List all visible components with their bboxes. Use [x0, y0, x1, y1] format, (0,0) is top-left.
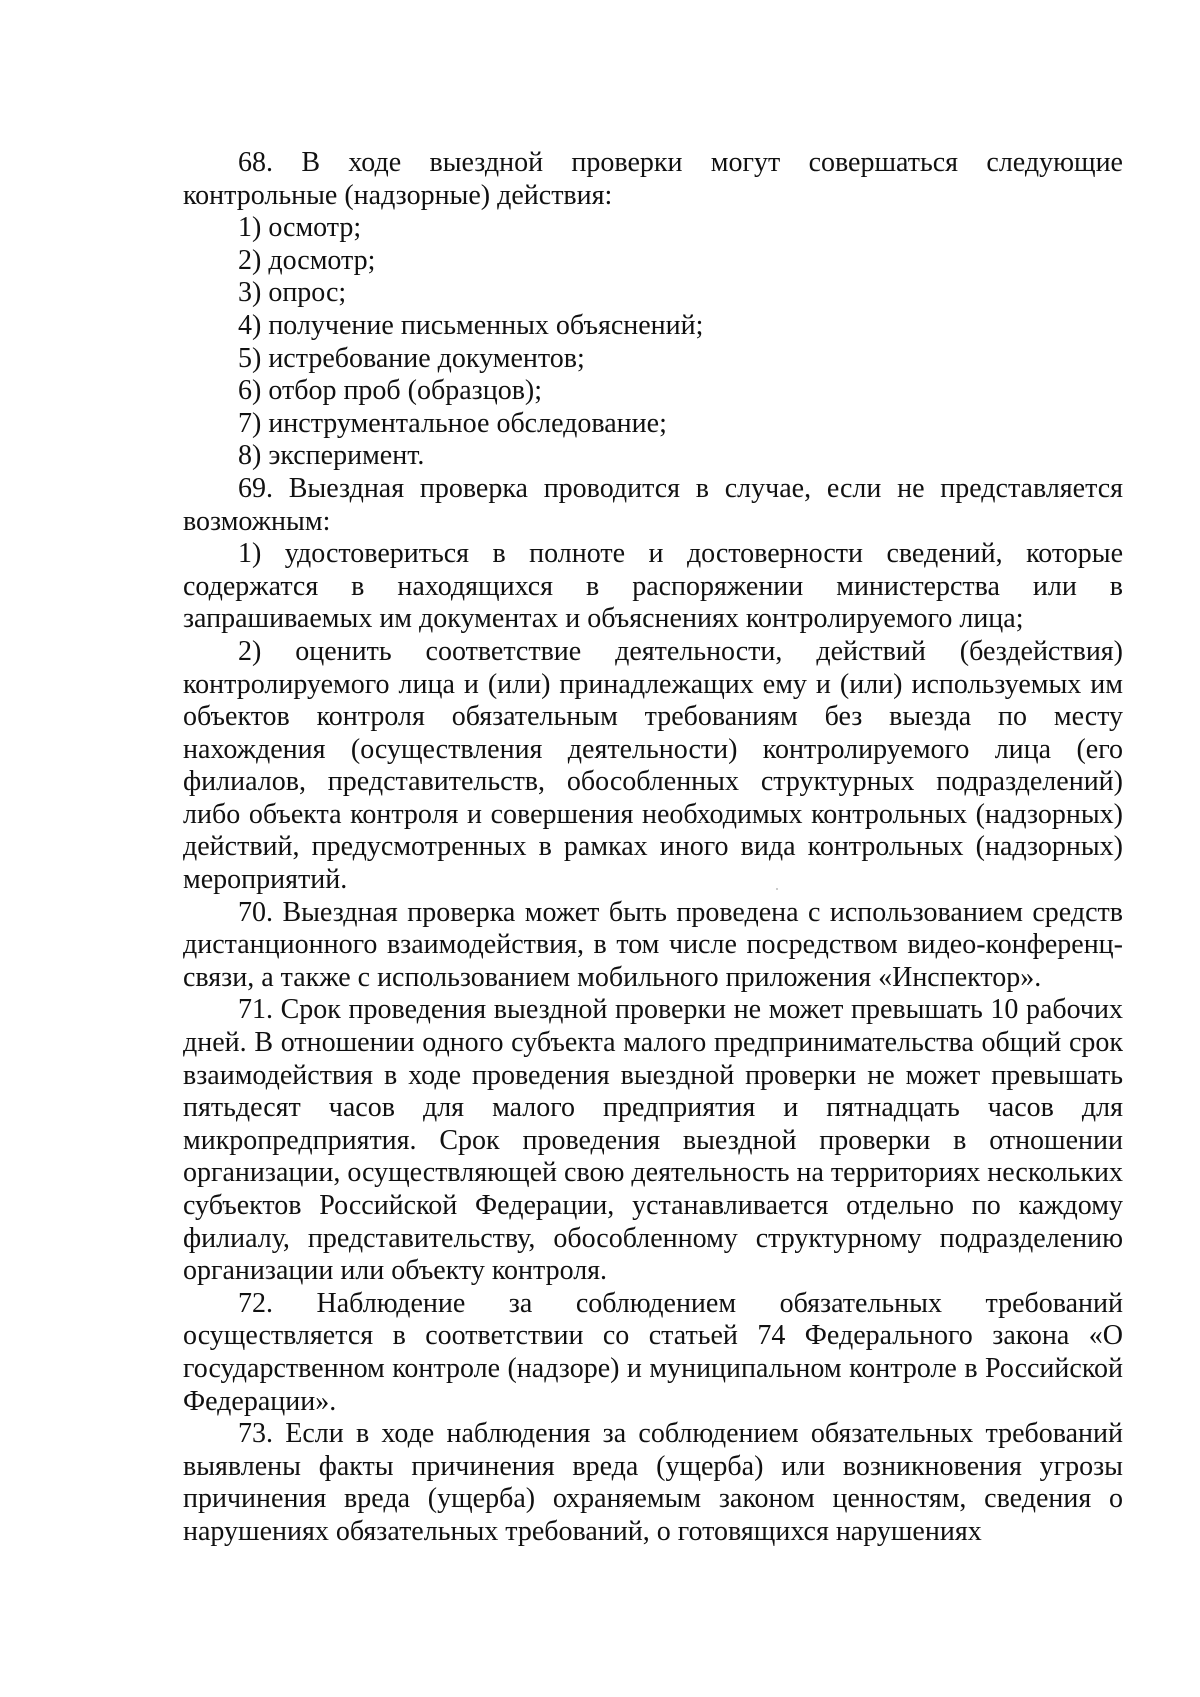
- paragraph-71: 71. Срок проведения выездной проверки не может превышать 10 рабочих дней. В отношении одного субъекта малого предпринимательства общий срок взаимодействия в ходе проведения выездной проверки не может превышать пятьдесят часов для малого предприятия и пятнадцать часов для микропредприятия. Срок проведения выездной проверки в отношении организации, осуществляющей свою деятельность на территориях нескольких субъектов Российской Федерации, устанавливается отдельно по каждому филиалу, представительству, обособленному структурному подразделению организации или объекту контроля.: [183, 994, 1123, 1287]
- list-item-written-explanations: 4) получение письменных объяснений;: [238, 309, 704, 341]
- paragraph-72: 72. Наблюдение за соблюдением обязательных требований осуществляется в соответствии со статьей 74 Федерального закона «О государственном контроле (надзоре) и муниципальном контроле в Российской Федерации».: [183, 1287, 1123, 1417]
- paragraph-68: 68. В ходе выездной проверки могут совершаться следующие контрольные (надзорные) действия:: [183, 147, 1123, 211]
- list-item-sampling: 6) отбор проб (образцов);: [238, 375, 543, 407]
- list-item-inspection: 1) осмотр;: [238, 212, 362, 244]
- paragraph-70: 70. Выездная проверка может быть проведена с использованием средств дистанционного взаимодействия, в том числе посредством видео-конференц-связи, а также с использованием мобильного приложения «Инспектор».: [183, 896, 1123, 993]
- list-item-examination: 2) досмотр;: [238, 244, 376, 276]
- paragraph-69: 69. Выездная проверка проводится в случае, если не представляется возможным:: [183, 472, 1123, 537]
- document-body: [183, 147, 1123, 1549]
- list-item-experiment: 8) эксперимент.: [238, 440, 425, 472]
- list-item-survey: 3) опрос;: [238, 277, 347, 309]
- paragraph-69-item-2: 2) оценить соответствие деятельности, действий (бездействия) контролируемого лица и (или) принадлежащих ему и (или) используемых им объектов контроля обязательным требованиям без выезда по месту нахождения (осуществления деятельности) контролируемого лица (его филиалов, представительств, обособленных структурных подразделений) либо объекта контроля и совершения необходимых контрольных (надзорных) действий, предусмотренных в рамках иного вида контрольных (надзорных) мероприятий.: [183, 635, 1123, 896]
- paragraph-69-item-1: 1) удостовериться в полноте и достоверности сведений, которые содержатся в находящихся в распоряжении министерства или в запрашиваемых им документах и объяснениях контролируемого лица;: [183, 538, 1123, 635]
- list-item-document-request: 5) истребование документов;: [238, 342, 585, 374]
- list-item-instrumental-survey: 7) инструментальное обследование;: [238, 407, 667, 439]
- paragraph-73: 73. Если в ходе наблюдения за соблюдением обязательных требований выявлены факты причинения вреда (ущерба) или возникновения угрозы причинения вреда (ущерба) охраняемым законом ценностям, сведения о нарушениях обязательных требований, о готовящихся нарушениях: [183, 1418, 1123, 1547]
- scan-speck: [776, 888, 778, 890]
